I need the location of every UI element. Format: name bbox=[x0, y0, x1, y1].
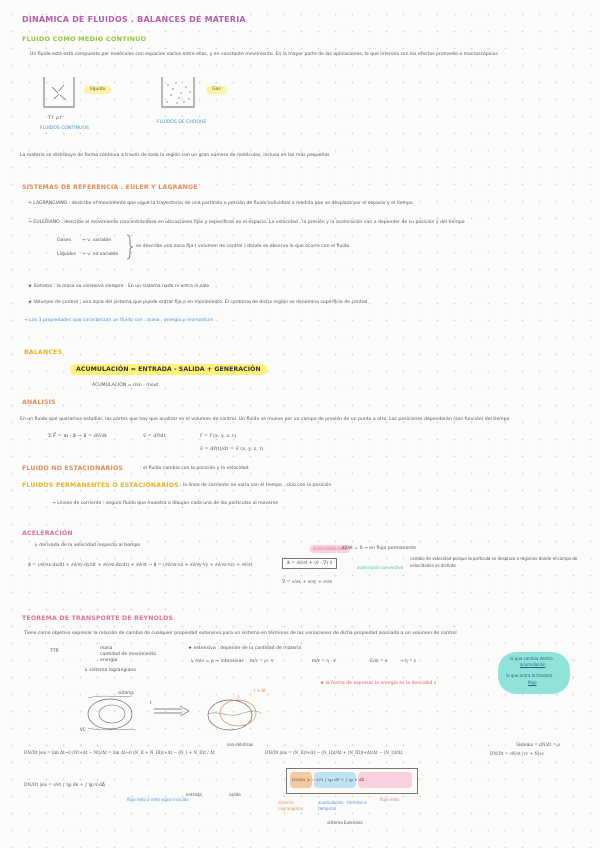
time-t-dt-label: t + Δt bbox=[254, 688, 266, 693]
heading-analysis: ANÁLISIS bbox=[22, 399, 56, 406]
local-acceleration-label: aceleración local bbox=[310, 545, 350, 553]
ttr-momentum: cantidad de movimiento bbox=[100, 652, 157, 657]
ttr-label: TTR bbox=[50, 649, 59, 654]
temperature-pressure-note: T↑ ρ↑ bbox=[48, 116, 63, 121]
control-volume-label: VC bbox=[80, 727, 86, 732]
boxed-equation-text: DN/Dt |s = ∂/∂t ∫ ηρ d∀ + ∫ ηρ v⃗ dA⃗ bbox=[292, 777, 365, 782]
liquid-container-diagram bbox=[42, 75, 76, 109]
acceleration-derivative: ↳ derivada de la velocidad respecto al tiempo bbox=[34, 543, 141, 548]
lagrangian-definition: → LAGRANGIANO : describe el movimiento que sigue la trayectoria, de una partícula o porción de fluido individual a medida que se desplaza por el espacio y el tiempo bbox=[28, 201, 413, 206]
heading-non-stationary: FLUIDO NO ESTACIONARIOS bbox=[22, 465, 124, 472]
steady-flow-note: ∂v⃗/∂t = 0 → en flujo permanente bbox=[342, 546, 416, 551]
analysis-text: En un fluido que queramos estudiar, las partes que hay que analizar es el volumen de control. Un fluido se mueve por un campo de presión de un punto a otro. Las posiciones dependerán (son función) del tiempo bbox=[20, 417, 510, 422]
convective-acceleration-label: aceleración convectiva bbox=[357, 565, 404, 570]
newton-equation: Σ F⃗ = m · a⃗ → a⃗ = dv⃗/dt bbox=[48, 433, 107, 439]
bubble-boundary: lo que entra la frontera bbox=[506, 673, 553, 678]
convective-note: cambio de velocidad porque la partícula se desplaza a regiones donde el campo de velocidades es distinto bbox=[410, 556, 578, 568]
intensive-eq-eta-epsilon: → η = ε bbox=[400, 659, 417, 664]
bubble-accumulation: acumulación bbox=[520, 662, 546, 667]
system-definition: ★ Sistema : la masa se conserva siempre . En un sistema nada ni entra ni sale bbox=[28, 284, 210, 289]
three-properties: → Las 3 propiedades que caracterizan un fluido son : masa , energía y momentum bbox=[24, 318, 214, 323]
ttr-mass: masa bbox=[100, 646, 113, 651]
rarefied-fluids-label: FLUIDOS DE CHOQUE bbox=[157, 120, 207, 125]
position-equation: r⃗ = r⃗ (x, y, z, t) bbox=[200, 433, 237, 439]
intensive-eq-eta: m/v = η · ∀ bbox=[312, 659, 336, 664]
gas-label: Gas bbox=[206, 86, 227, 94]
system-moved-diagram bbox=[200, 688, 270, 740]
brace-icon bbox=[126, 234, 134, 260]
heading-acceleration: ACELERACIÓN bbox=[22, 530, 73, 537]
heading-reynolds-theorem: TEOREMA DE TRANSPORTE DE REYNOLDS bbox=[22, 615, 174, 622]
heading-balances: BALANCES bbox=[24, 349, 63, 356]
heading-permanent-flows: FLUIDOS PERMANENTES O ESTACIONARIOS bbox=[22, 482, 179, 489]
system-derivative-split: DN/Dt |sis = (N_II)t+Δt − (N_II)t/Δt + (N_III)t+Δt/Δt − (N_I)t/Δt bbox=[265, 750, 403, 755]
time-t-label: t bbox=[150, 700, 152, 705]
reynolds-intro: Tiene como objetivo expresar la relación de cambio de cualquier propiedad extensiva para un sistema en términos de las variaciones de dicha propiedad asociada a un volumen de control bbox=[24, 631, 457, 636]
acceleration-expansion: a⃗ = (∂v⃗/∂x·dx/dt + ∂v⃗/∂y·dy/dt + ∂v⃗/∂z·dz/dt) + ∂v⃗/∂t → a⃗ = (∂v⃗/∂x·vx + ∂v⃗/∂y·vy + ∂v⃗/∂z·vz) + ∂v⃗/∂t bbox=[28, 563, 253, 568]
nabla-operator: ∇ = ∂/∂x + ∂/∂y + ∂/∂z bbox=[282, 580, 333, 585]
reynolds-integral-form: DN/Dt |sis = ∂/∂t ∫ ηρ d∀ + ∫ ηρ v⃗·dA⃗ bbox=[24, 783, 105, 788]
continuous-intro: Un fluido está está compuesto por moléculas con espacios vacíos entre ellas, y en constante movimiento. En la mayor parte de las aplicaciones, lo que interesa son los efectos promedio o macroscópicos bbox=[30, 52, 498, 57]
eulerian-system-label: sistema Euleriano bbox=[327, 820, 363, 825]
system-equation: Sistema = dN/dt = ρ bbox=[516, 742, 560, 747]
net-flux-note: flujo neto o neto signo incluido bbox=[127, 797, 189, 802]
balance-equation: ACUMULACIÓN = ENTRADA - SALIDA + GENERACIÓN bbox=[70, 364, 267, 375]
net-flux-label: flujo neto bbox=[380, 797, 399, 802]
matter-distribution: La materia se distribuye de forma continua a través de toda la región con un gran número de moléculas, incluso en las más pequeñas bbox=[20, 153, 330, 158]
ttr-energy: energía bbox=[100, 658, 118, 663]
velocity-equation: v⃗ = dr⃗/dt bbox=[143, 433, 166, 439]
energy-density-note: ★ la forma de expresar la energía es la densidad ε bbox=[320, 681, 437, 686]
intensive-eq-density: m/v = ρ · ∀ bbox=[250, 659, 274, 664]
gases-variable: → v. variable bbox=[82, 238, 112, 243]
gases-label: Gases bbox=[57, 238, 71, 243]
liquid-label: líquido bbox=[84, 86, 111, 94]
intensive-eq-energy: E/m = e bbox=[370, 659, 388, 664]
identical-note: son idénticos bbox=[227, 742, 254, 747]
accumulation-term-label: acumulación · término o temporal bbox=[318, 800, 367, 811]
extensive-property: ★ extensiva : depende de la cantidad de materia bbox=[188, 646, 302, 651]
continuous-fluids-label: FLUIDOS CONTINUOS bbox=[40, 126, 89, 131]
intensive-property: ↳ m/v = ρ → intensivas bbox=[190, 659, 244, 664]
streamlines-text: → Líneas de corriente : seguro fluido que muestra o dibujan cada una de las partículas al moverse bbox=[52, 501, 279, 506]
time-arrow-icon bbox=[152, 705, 192, 717]
accumulation-equation: ACUMULACIÓN = ṁin - ṁout bbox=[92, 383, 159, 388]
liquids-label: Líquidos bbox=[57, 252, 77, 257]
system-label: sistema bbox=[118, 690, 134, 695]
acceleration-vector-form: a⃗ = ∂v⃗/∂t + (v⃗ · ∇) v⃗ bbox=[282, 558, 337, 569]
entrance-label: entrada bbox=[186, 792, 202, 797]
heading-continuous-medium: FLUIDO COMO MEDIO CONTINUO bbox=[22, 35, 147, 43]
euler-form-equation: DN/Dt = ∂N/∂t |vc + Ṅ|sc bbox=[490, 751, 544, 756]
permanent-text: : la línea de corriente no varía con el tiempo , sino con la posición bbox=[180, 483, 332, 488]
system-derivative-limit: DN/Dt |sis = lim Δt→0 (Nt+Δt − Nt)/Δt = lim Δt→0 (N_II + N_III)t+Δt − (N_I + N_II)t / Δt bbox=[24, 750, 215, 755]
gas-container-diagram bbox=[160, 75, 196, 109]
control-volume-note: se describe una zona fija ( volumen de control ) donde se observa lo que ocurre con el fluido bbox=[136, 244, 350, 249]
eulerian-definition: → EULERIANO : describe el movimiento concentrándose en ubicaciones fijas y específicas en el espacio. La velocidad , la presión y la aceleración van a depender de su posición y del tiempo bbox=[28, 220, 465, 225]
liquids-variable: → v. no variable bbox=[82, 252, 119, 257]
control-volume-definition: ★ Volumen de control : una zona del sistema que puede entrar fijo o en movimiento. El contorno de dicha región se denomina superficie de control bbox=[28, 300, 368, 305]
bubble-flux: flujo bbox=[528, 680, 537, 685]
page-title: DINÁMICA DE FLUIDOS . BALANCES DE MATERIA bbox=[22, 15, 246, 24]
exit-label: salida bbox=[229, 792, 241, 797]
heading-reference-systems: SISTEMAS DE REFERENCIA . EULER Y LAGRANGE bbox=[22, 184, 198, 191]
bubble-inside-change: lo que cambia dentro bbox=[510, 656, 553, 661]
non-stationary-text: : el fluido cambia con la posición y la velocidad bbox=[140, 466, 249, 471]
lagrangian-system-label: sistema Lagrangiano bbox=[278, 800, 303, 811]
lagrangian-system: ↳ sistema lagrangiano bbox=[84, 668, 137, 673]
svg-text:I: I bbox=[238, 694, 240, 699]
boxed-highlight-pink bbox=[358, 772, 412, 788]
velocity-field-equation: v⃗ = dr⃗(t)/dt = v⃗ (x, y, z, t) bbox=[200, 446, 264, 452]
